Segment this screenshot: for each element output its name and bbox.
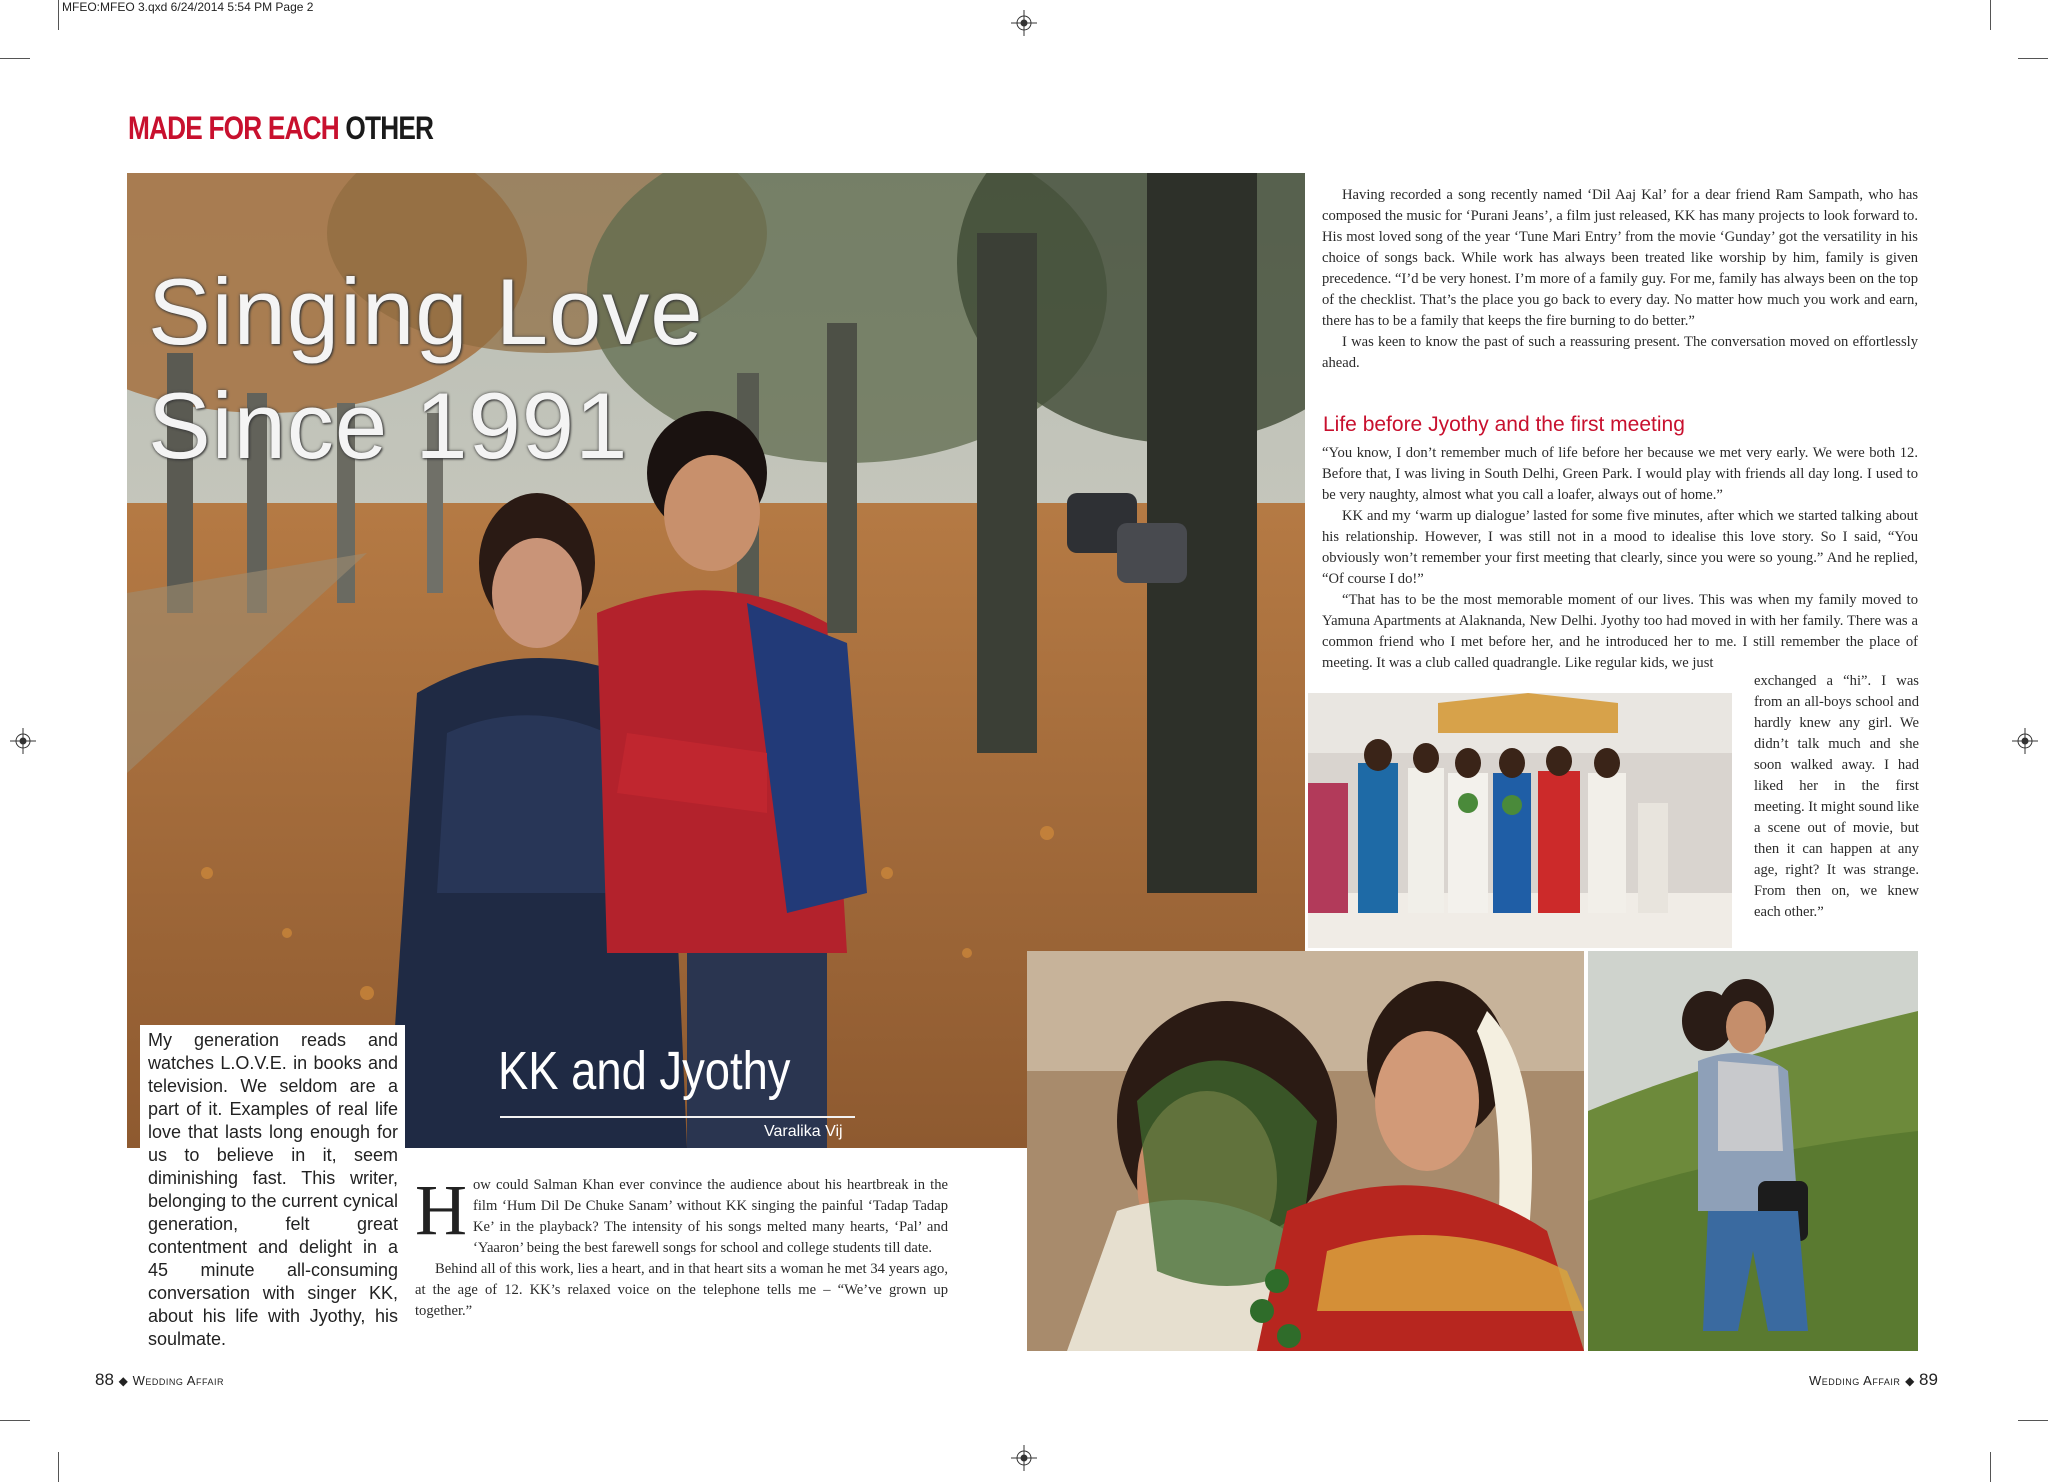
folio-left [95, 1370, 224, 1390]
file-slug: MFEO:MFEO 3.qxd 6/24/2014 5:54 PM Page 2 [62, 0, 314, 14]
section-kicker [128, 110, 433, 147]
article-paragraph: KK and my ‘warm up dialogue’ lasted for some five minutes, after which we started talking about his relationship. However, I was still not in a mood to idealise this love story. So I said, “You obviously won’t remember your first meeting that clearly, since you were so young.” And he replied, “Of course I do!” [1322, 508, 1918, 587]
registration-mark-icon [1011, 10, 1037, 36]
headline-line-1: Singing Love [148, 259, 704, 364]
diamond-icon: ◆ [118, 1374, 128, 1388]
crop-mark [2018, 58, 2048, 59]
crop-mark [0, 1420, 30, 1421]
couple-hillside-photo [1588, 951, 1918, 1351]
article-paragraph: “You know, I don’t remember much of life before her because we met very early. We were both 12. Before that, I was living in South Delhi, Green Park. I would play with friends all day long. I used to be very naughty, almost what you call a loafer, always out of home.” [1322, 445, 1918, 503]
crop-mark [2018, 1420, 2048, 1421]
author-byline: Varalika Vij [764, 1123, 843, 1140]
headline-line-2: Since 1991 [148, 373, 629, 478]
article-column-narrow: exchanged a “hi”. I was from an all-boys school and hardly knew any girl. We didn’t talk much and she soon walked away. I had liked her in the first meeting. It might sound like a scene out of movie, but then it can happen at any age, right? It was strange. From then on, we knew each other.” [1754, 673, 1919, 920]
intro-blurb: My generation reads and watches L.O.V.E. in books and television. We seldom are a part of it. Examples of real life love that lasts long enough for us to believe in it, seem diminishing fast. This writer, belonging to the current cynical generation, felt great contentment and delight in a 45 minute all-consuming conversation with singer KK, about his life with Jyothy, his soulmate. [140, 1025, 405, 1361]
article-column-right-main [1322, 443, 1918, 674]
article-paragraph: ow could Salman Khan ever convince the audience about his heartbreak in the film ‘Hum Dil De Chuke Sanam’ without KK singing the painful ‘Tadap Tadap Ke’ in the playback? The intensity of his songs melted many hearts, ‘Pal’ and ‘Yaaron’ being the best farewell songs for school and college students till date. [473, 1177, 948, 1256]
page-number: 88 [95, 1370, 114, 1389]
story-title: KK and Jyothy [498, 1041, 791, 1101]
wedding-group-photo [1308, 693, 1732, 948]
crop-mark [1990, 1452, 1991, 1482]
drop-cap: H [415, 1170, 467, 1250]
registration-mark-icon [1011, 1445, 1037, 1471]
section-heading: Life before Jyothy and the first meeting [1323, 413, 1685, 436]
crop-mark [1990, 0, 1991, 30]
publication-name: Wedding Affair [1809, 1373, 1901, 1388]
article-paragraph: “That has to be the most memorable moment of our lives. This was when my family moved to Yamuna Apartments at Alaknanda, New Delhi. Jyothy too had moved in with her family. There was a common friend who I met before her, and he introduced her to me. I still remember the place of meeting. It was a club called quadrangle. Like regular kids, we just [1322, 592, 1918, 671]
article-column-left [415, 1170, 948, 1322]
folio-right [1809, 1370, 1938, 1390]
headline [148, 255, 704, 483]
title-divider [500, 1116, 855, 1118]
article-column-right-top [1322, 185, 1918, 374]
registration-mark-icon [2012, 728, 2038, 754]
page-number: 89 [1919, 1370, 1938, 1389]
crop-mark [58, 1452, 59, 1482]
publication-name: Wedding Affair [132, 1373, 224, 1388]
article-paragraph: Having recorded a song recently named ‘Dil Aaj Kal’ for a dear friend Ram Sampath, who has composed the music for ‘Purani Jeans’, a film just released, KK has many projects to look forward to. His most loved song of the year ‘Tune Mari Entry’ from the movie ‘Gunday’ got the versatility in his choice of songs back. While work has always been treated like worship by him, family is given precedence. “I’d be very honest. I’m more of a family guy. For me, family has always been on the top of the checklist. That’s the place you go back to every day. No matter how much you work and earn, there has to be a family that keeps the fire burning to do better.” [1322, 187, 1918, 329]
article-paragraph: I was keen to know the past of such a reassuring present. The conversation moved on effortlessly ahead. [1322, 334, 1918, 371]
kicker-part-dark: OTHER [345, 110, 434, 146]
kicker-part-red: MADE FOR EACH [128, 110, 339, 146]
article-paragraph: Behind all of this work, lies a heart, and in that heart sits a woman he met 34 years ago, at the age of 12. KK’s relaxed voice on the telephone tells me – “We’ve grown up together.” [415, 1261, 948, 1319]
registration-mark-icon [10, 728, 36, 754]
diamond-icon: ◆ [1905, 1374, 1915, 1388]
crop-mark [0, 58, 30, 59]
wedding-closeup-photo [1027, 951, 1584, 1351]
crop-mark [58, 0, 59, 30]
